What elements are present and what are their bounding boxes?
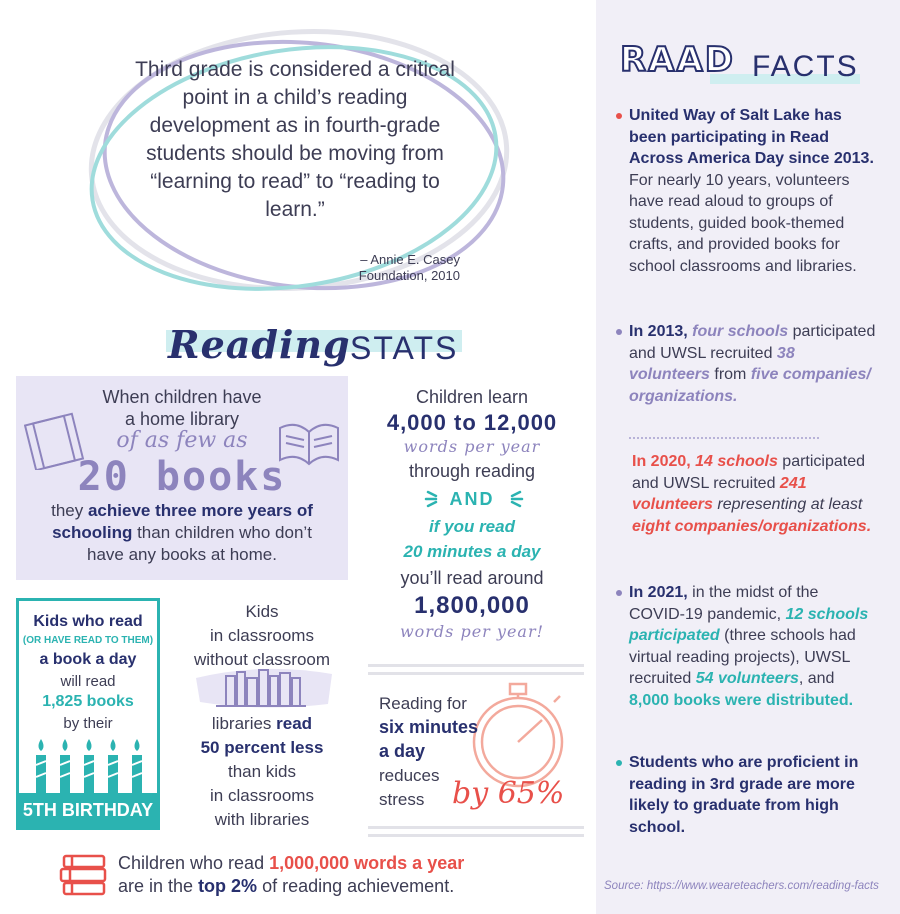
learn-and: AND — [449, 489, 495, 509]
bookshelf-icon — [192, 660, 336, 714]
learn-1800000: 1,800,000 — [414, 592, 530, 619]
raad-fact-2020: In 2020, 14 schools participated and UWSL recruited 241 volunteers representing at least eight companies/organizations. — [632, 453, 872, 535]
divider — [368, 834, 584, 837]
six-stress: stress — [379, 790, 425, 809]
raad-heading-title: RAAD — [620, 40, 736, 80]
learn-intro: Children learn — [415, 387, 529, 407]
six-reading-for: Reading for — [379, 694, 467, 713]
learn-per-year: words per year — [403, 437, 541, 456]
book-stack-icon — [58, 852, 110, 898]
bullet — [616, 760, 622, 766]
six-a-day: a day — [379, 741, 426, 761]
quote-text: Third grade is considered a critical point in a child’s reading development as in fourth-grade students should be moving from “learning to read” to “reading to learn.” — [135, 58, 455, 221]
six-by-65-percent: by 65% — [452, 776, 565, 811]
bottom-million-words: Children who read 1,000,000 words a year are in the top 2% of reading achievement. — [118, 853, 465, 896]
bullet — [616, 590, 622, 596]
classroom-with-libraries: with libraries — [214, 810, 310, 829]
learn-words-per-year: words per year! — [399, 622, 545, 641]
raad-fact-1: United Way of Salt Lake has been participating in Read Across America Day since 2013. For nearly 10 years, volunteers have read aloud to groups of students, guided book-themed crafts, and provided books for school classrooms and libraries. — [629, 107, 874, 275]
birthday-by-their: by their — [63, 715, 113, 732]
classroom-libraries-read: libraries read — [211, 714, 313, 733]
classroom-kids: Kids — [245, 602, 279, 621]
home-library-intro: When children have a home library — [102, 387, 262, 429]
birthday-will-read: will read — [60, 673, 116, 690]
raad-fact-2021: In 2021, in the midst of the COVID-19 pandemic, 12 schools participated (three schools had virtual reading projects), UWSL recruited 54 volunteers, and 8,000 books were distributed. — [629, 584, 869, 709]
birthday-or-read-to: (OR HAVE READ TO THEM) — [22, 635, 154, 646]
birthday-book-a-day: a book a day — [39, 651, 137, 668]
classroom-in-classrooms-2: in classrooms — [210, 786, 314, 805]
divider — [368, 826, 584, 829]
stats-heading-script: Reading — [168, 322, 351, 367]
quote-attribution: – Annie E. Casey Foundation, 2010 — [358, 252, 460, 283]
classroom-than-kids: than kids — [227, 762, 297, 781]
dotted-divider — [629, 437, 819, 439]
home-library-few: of as few as — [116, 428, 248, 453]
home-library-card — [16, 376, 348, 580]
learn-through-reading: through reading — [408, 461, 536, 481]
raad-fact-2013: In 2013, four schools participated and UWSL recruited 38 volunteers from five companies/ organizations. — [629, 323, 876, 405]
six-minutes: six minutes — [379, 717, 479, 737]
birthday-card — [16, 598, 160, 830]
candles-icon — [33, 737, 145, 795]
classroom-in-classrooms: in classrooms — [210, 626, 314, 645]
stats-heading-word: STATS — [350, 330, 459, 366]
home-library-result: they achieve three more years of schooling than children who don’t have any books at home. — [51, 501, 313, 564]
birthday-banner-text: 5TH BIRTHDAY — [22, 800, 154, 820]
learn-if-you-read: if you read — [429, 517, 515, 536]
home-library-20-books: 20 books — [77, 454, 287, 500]
source-link[interactable]: Source: https://www.weareteachers.com/reading-facts — [604, 880, 879, 892]
learn-read-around: you’ll read around — [400, 568, 544, 588]
bullet — [616, 329, 622, 335]
six-reduces: reduces — [379, 766, 440, 785]
raad-fact-proficient: Students who are proficient in reading in 3rd grade are more likely to graduate from high school. — [629, 754, 859, 836]
raad-heading-facts: FACTS — [752, 50, 859, 83]
birthday-1825-books: 1,825 books — [42, 693, 134, 710]
learn-word-range: 4,000 to 12,000 — [386, 410, 558, 435]
divider — [368, 664, 584, 667]
birthday-kids-read: Kids who read — [33, 613, 143, 630]
learn-20-minutes: 20 minutes a day — [403, 542, 541, 561]
classroom-without: without classroom — [193, 650, 331, 669]
classroom-50-percent: 50 percent less — [200, 738, 324, 757]
bullet — [616, 113, 622, 119]
divider — [368, 672, 584, 675]
